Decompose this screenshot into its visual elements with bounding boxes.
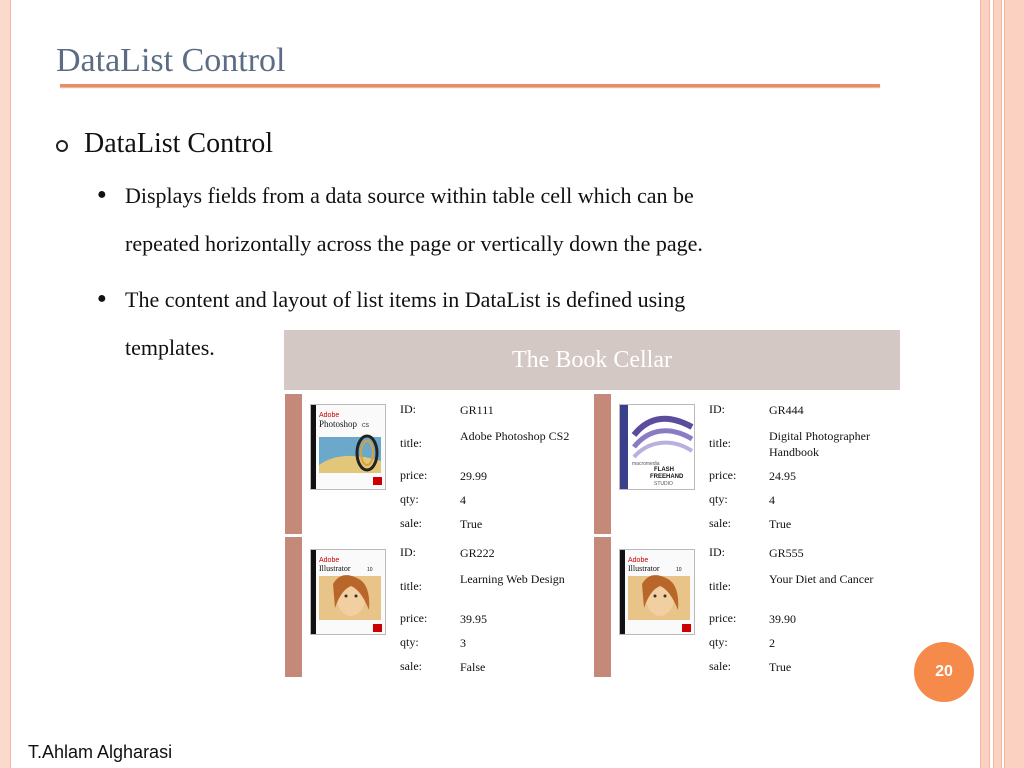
value-id: GR444 — [769, 403, 804, 417]
value-id: GR555 — [769, 546, 804, 560]
text-line: repeated horizontally across the page or vertically down the page. — [125, 231, 703, 256]
bullet-circle-icon — [56, 140, 68, 152]
label-id: ID: — [400, 545, 416, 559]
cover-product: FREEHAND — [650, 474, 684, 480]
cover-brand: Adobe — [319, 557, 340, 564]
text-line: The content and layout of list items in DataList is defined using — [125, 287, 686, 312]
item-color-bar — [285, 537, 302, 677]
right-decor-stripe — [1004, 0, 1024, 768]
page-title: DataList Control — [56, 42, 286, 79]
label-id: ID: — [709, 545, 725, 559]
text-line: Displays fields from a data source within table cell which can be — [125, 183, 694, 208]
label-title: title: — [400, 579, 422, 593]
cover-product: Illustrator — [628, 564, 660, 573]
value-title: Adobe Photoshop CS2 — [460, 429, 570, 443]
label-price: price: — [400, 611, 428, 625]
datalist-item — [594, 394, 901, 534]
label-qty: qty: — [709, 492, 728, 506]
label-price: price: — [400, 468, 428, 482]
cover-product: Photoshop — [319, 419, 358, 429]
right-decor-stripe — [980, 0, 990, 768]
illustrator-cover-icon — [619, 549, 695, 635]
cover-version: 10 — [367, 567, 373, 573]
label-title: title: — [709, 436, 731, 450]
title-underline — [60, 84, 880, 87]
text-line: templates. — [125, 335, 215, 360]
item-color-bar — [285, 394, 302, 534]
illustrator-cover-icon — [310, 549, 386, 635]
item-color-bar — [594, 394, 611, 534]
label-sale: sale: — [400, 659, 422, 673]
value-price: 24.95 — [769, 469, 796, 483]
label-title: title: — [400, 436, 422, 450]
label-sale: sale: — [709, 659, 731, 673]
right-decor-stripe — [993, 0, 1002, 768]
label-qty: qty: — [400, 492, 419, 506]
label-sale: sale: — [709, 516, 731, 530]
label-title: title: — [709, 579, 731, 593]
cover-brand: Adobe — [319, 412, 340, 419]
value-id: GR222 — [460, 546, 495, 560]
label-qty: qty: — [709, 635, 728, 649]
label-sale: sale: — [400, 516, 422, 530]
item-color-bar — [594, 537, 611, 677]
author-footer: T.Ahlam Algharasi — [28, 742, 173, 762]
value-sale: True — [460, 517, 483, 531]
label-id: ID: — [400, 402, 416, 416]
datalist-item — [285, 537, 592, 677]
value-qty: 4 — [769, 493, 775, 507]
label-price: price: — [709, 468, 737, 482]
value-title: Digital Photographer Handbook — [769, 429, 870, 459]
flash-freehand-cover-icon — [619, 404, 695, 490]
value-qty: 4 — [460, 493, 466, 507]
bullet-heading: DataList Control — [84, 128, 273, 159]
sub-bullet-text — [125, 172, 703, 268]
value-qty: 2 — [769, 636, 775, 650]
datalist-item — [594, 537, 901, 677]
photoshop-cover-icon — [310, 404, 386, 490]
cover-brand: macromedia — [632, 461, 660, 467]
datalist-item — [285, 394, 592, 534]
cover-product: FLASH — [654, 467, 674, 473]
value-price: 39.90 — [769, 612, 796, 626]
value-price: 39.95 — [460, 612, 487, 626]
cover-version: CS — [362, 423, 369, 429]
left-decor-border — [0, 0, 11, 768]
bullet-dot-icon: ● — [97, 290, 107, 307]
value-sale: False — [460, 660, 486, 674]
cover-suffix: STUDIO — [654, 481, 673, 487]
datalist-header: The Book Cellar — [284, 330, 900, 390]
cover-brand: Adobe — [628, 557, 649, 564]
value-sale: True — [769, 517, 792, 531]
label-price: price: — [709, 611, 737, 625]
bullet-dot-icon: ● — [97, 186, 107, 203]
cover-product: Illustrator — [319, 564, 351, 573]
value-qty: 3 — [460, 636, 466, 650]
page-number-badge: 20 — [914, 642, 974, 702]
value-title: Learning Web Design — [460, 572, 565, 586]
label-qty: qty: — [400, 635, 419, 649]
value-sale: True — [769, 660, 792, 674]
value-id: GR111 — [460, 403, 494, 417]
value-price: 29.99 — [460, 469, 487, 483]
label-id: ID: — [709, 402, 725, 416]
cover-version: 10 — [676, 567, 682, 573]
value-title: Your Diet and Cancer — [769, 572, 874, 586]
